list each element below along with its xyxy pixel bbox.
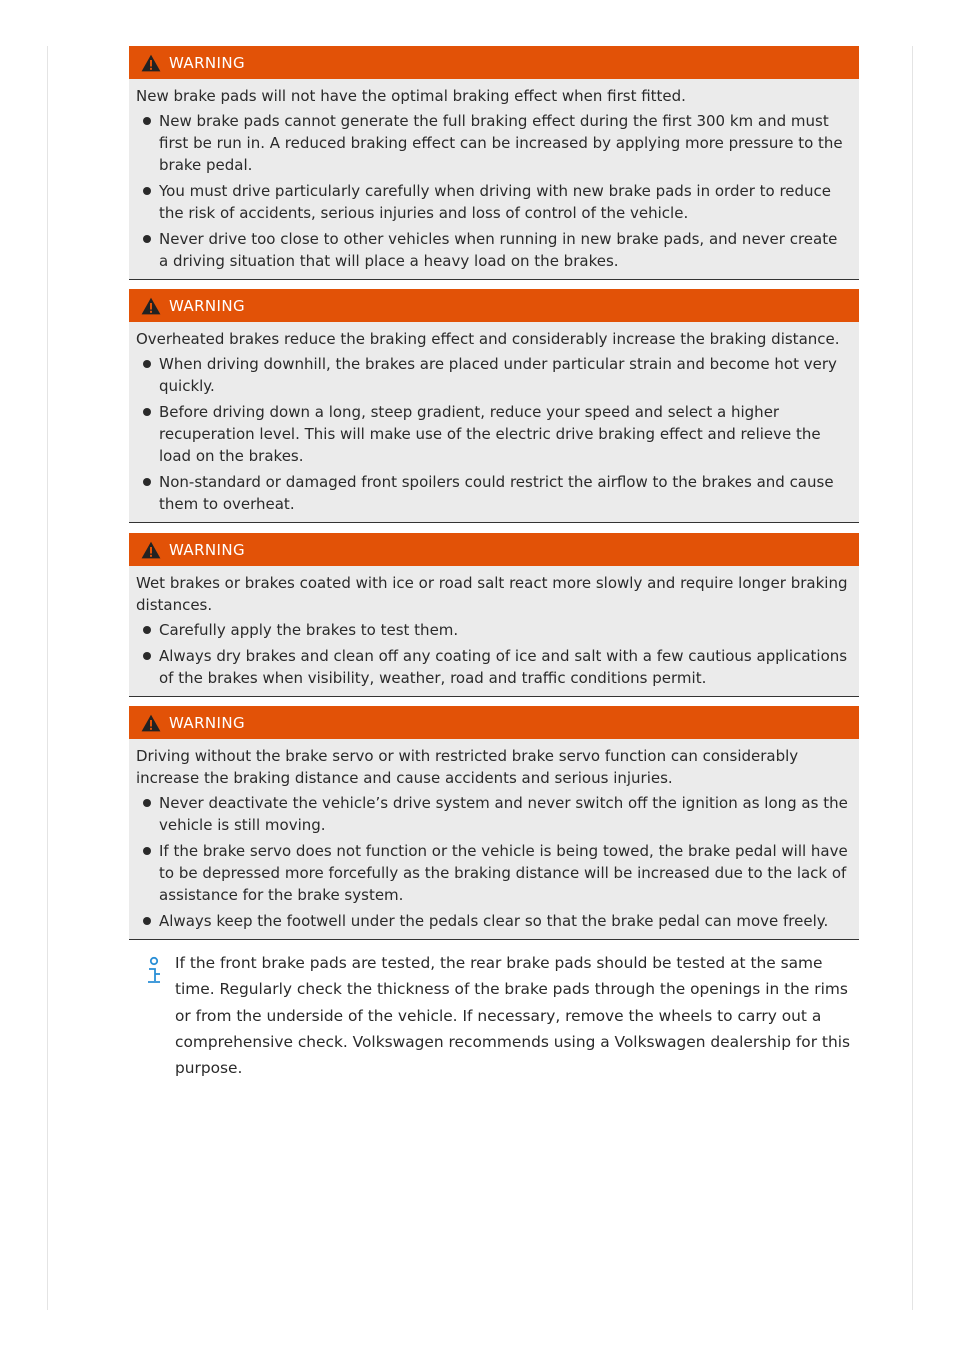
warning-body [129,566,859,697]
warning-title: WARNING [169,540,245,559]
warning-body [129,79,859,280]
warning-intro: Wet brakes or brakes coated with ice or road salt react more slowly and require longer braking distances. [136,574,848,614]
warning-header [129,533,859,566]
warning-triangle-icon [141,714,161,732]
warning-body [129,739,859,940]
warning-title: WARNING [169,713,245,732]
warning-bullet: Carefully apply the brakes to test them. [136,619,849,641]
warning-bullet: New brake pads cannot generate the full braking effect during the first 300 km and must first be run in. A reduced braking effect can be increased by applying more pressure to the brake pedal. [136,110,849,176]
warning-intro: New brake pads will not have the optimal braking effect when first fitted. [136,87,686,105]
right-margin-rule [912,46,913,1310]
warning-intro: Overheated brakes reduce the braking effect and considerably increase the braking distance. [136,330,840,348]
info-icon [145,956,163,986]
warning-bullet: You must drive particularly carefully when driving with new brake pads in order to reduce the risk of accidents, serious injuries and loss of control of the vehicle. [136,180,849,224]
warning-bullet-list [136,619,849,689]
warning-title: WARNING [169,296,245,315]
warning-bullet: Before driving down a long, steep gradient, reduce your speed and select a higher recuperation level. This will make use of the electric drive braking effect and relieve the load on the brakes. [136,401,849,467]
warning-triangle-icon [141,54,161,72]
warning-body [129,322,859,523]
left-margin-rule [47,46,48,1310]
warning-triangle-icon [141,297,161,315]
warning-box-wet-brakes [129,533,859,697]
info-note-text: If the front brake pads are tested, the rear brake pads should be tested at the same time. Regularly check the thickness of the brake pads through the openings in the rims or from the underside of the vehicle. If necessary, remove the wheels to carry out a comprehensive check. Volkswagen recommends using a Volkswagen dealership for this purpose. [175,954,851,1078]
warning-intro: Driving without the brake servo or with restricted brake servo function can considerably increase the braking distance and cause accidents and serious injuries. [136,747,799,787]
warning-bullet-list [136,353,849,515]
warning-bullet: Never drive too close to other vehicles when running in new brake pads, and never create a driving situation that will place a heavy load on the brakes. [136,228,849,272]
warning-bullet-list [136,792,849,932]
warning-bullet: Always keep the footwell under the pedals clear so that the brake pedal can move freely. [136,910,849,932]
warning-bullet: If the brake servo does not function or the vehicle is being towed, the brake pedal will have to be depressed more forcefully as the braking distance will be increased due to the lack of assistance for the brake system. [136,840,849,906]
warning-bullet: Never deactivate the vehicle’s drive system and never switch off the ignition as long as the vehicle is still moving. [136,792,849,836]
warning-box-overheated-brakes [129,289,859,523]
warning-bullet: When driving downhill, the brakes are placed under particular strain and become hot very quickly. [136,353,849,397]
warning-box-new-brake-pads [129,46,859,280]
warning-header [129,46,859,79]
warning-bullet: Non-standard or damaged front spoilers could restrict the airflow to the brakes and cause them to overheat. [136,471,849,515]
warning-title: WARNING [169,53,245,72]
warning-box-brake-servo [129,706,859,940]
info-note [145,950,860,1097]
warning-triangle-icon [141,541,161,559]
warning-bullet: Always dry brakes and clean off any coating of ice and salt with a few cautious applications of the brakes when visibility, weather, road and traffic conditions permit. [136,645,849,689]
warning-bullet-list [136,110,849,272]
warning-header [129,289,859,322]
warning-header [129,706,859,739]
